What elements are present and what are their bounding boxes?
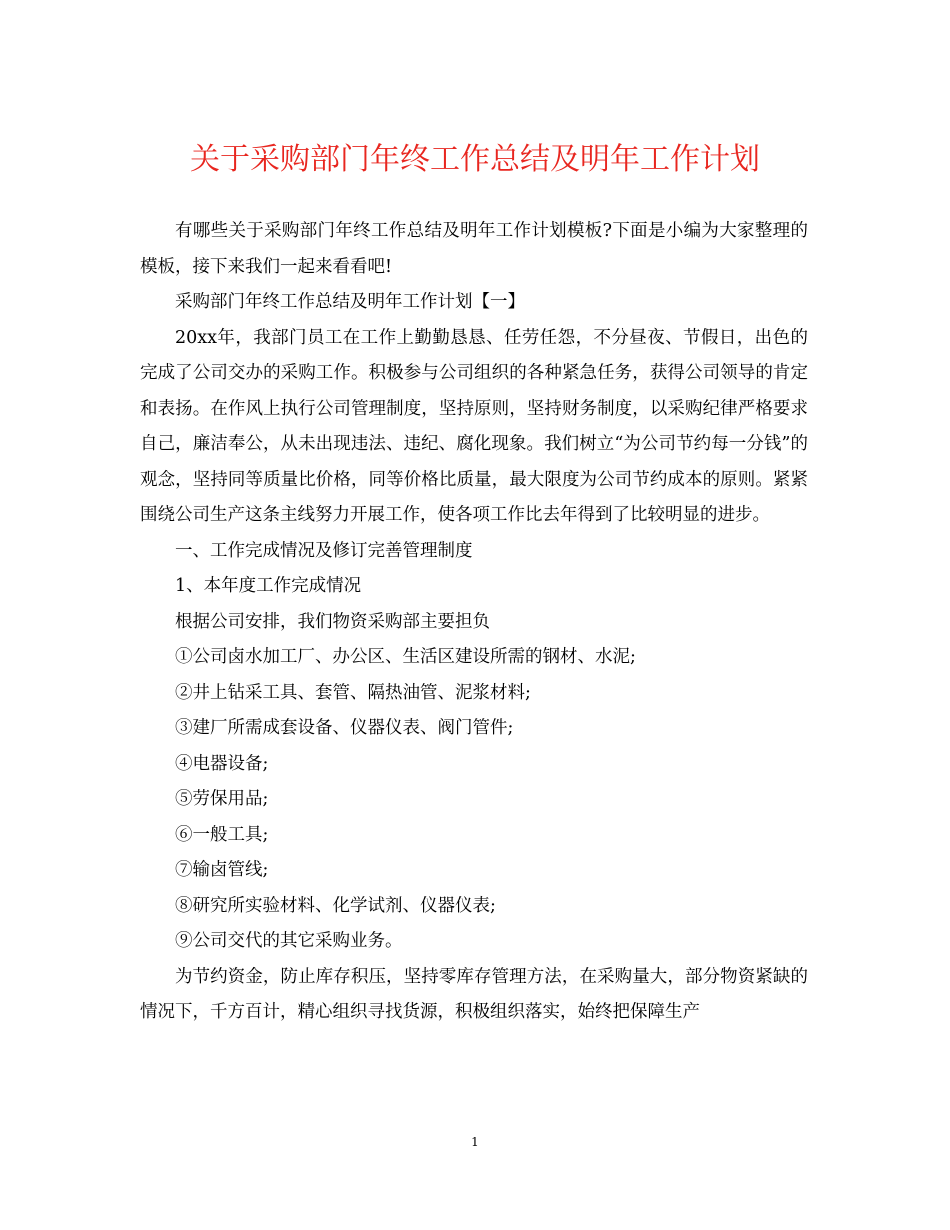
list-item: ④电器设备; [175, 753, 269, 774]
paragraph: 根据公司安排，我们物资采购部主要担负 [175, 611, 490, 632]
list-item: ⑥一般工具; [175, 824, 269, 845]
section-heading: 一、工作完成情况及修订完善管理制度 [175, 540, 473, 561]
list-item: ①公司卤水加工厂、办公区、生活区建设所需的钢材、水泥; [175, 647, 636, 667]
list-item: ③建厂所需成套设备、仪器仪表、阀门管件; [175, 718, 514, 738]
paragraph: 有哪些关于采购部门年终工作总结及明年工作计划模板?下面是小编为大家整理的模板，接下来我们一起来看看吧! [140, 221, 808, 277]
document-body [140, 214, 808, 1031]
list-item: ⑦输卤管线; [175, 860, 269, 880]
list-item: ⑨公司交代的其它采购业务。 [175, 931, 403, 951]
list-item: ⑤劳保用品; [175, 789, 269, 809]
list-item: ⑧研究所实验材料、化学试剂、仪器仪表; [175, 895, 496, 916]
document-title: 关于采购部门年终工作总结及明年工作计划 [190, 142, 760, 177]
sub-heading: 1、本年度工作完成情况 [175, 576, 362, 596]
page-number: 1 [471, 1135, 479, 1149]
paragraph: 为节约资金，防止库存积压，坚持零库存管理方法，在采购量大，部分物资紧缺的情况下，千方百计，精心组织寻找货源，积极组织落实，始终把保障生产 [140, 966, 808, 1022]
paragraph: 20xx年，我部门员工在工作上勤勤恳恳、任劳任怨，不分昼夜、节假日，出色的完成了公司交办的采购工作。积极参与公司组织的各种紧急任务，获得公司领导的肯定和表扬。在作风上执行公司管理制度，坚持原则，坚持财务制度，以采购纪律严格要求自己，廉洁奉公，从未出现违法、违纪、腐化现象。我们树立“为公司节约每一分钱”的观念，坚持同等质量比价格，同等价格比质量，最大限度为公司节约成本的原则。紧紧围绕公司生产这条主线努力开展工作，使各项工作比去年得到了比较明显的进步。 [140, 327, 808, 525]
section-heading: 采购部门年终工作总结及明年工作计划【一】 [175, 292, 525, 312]
list-item: ②井上钻采工具、套管、隔热油管、泥浆材料; [175, 682, 531, 703]
